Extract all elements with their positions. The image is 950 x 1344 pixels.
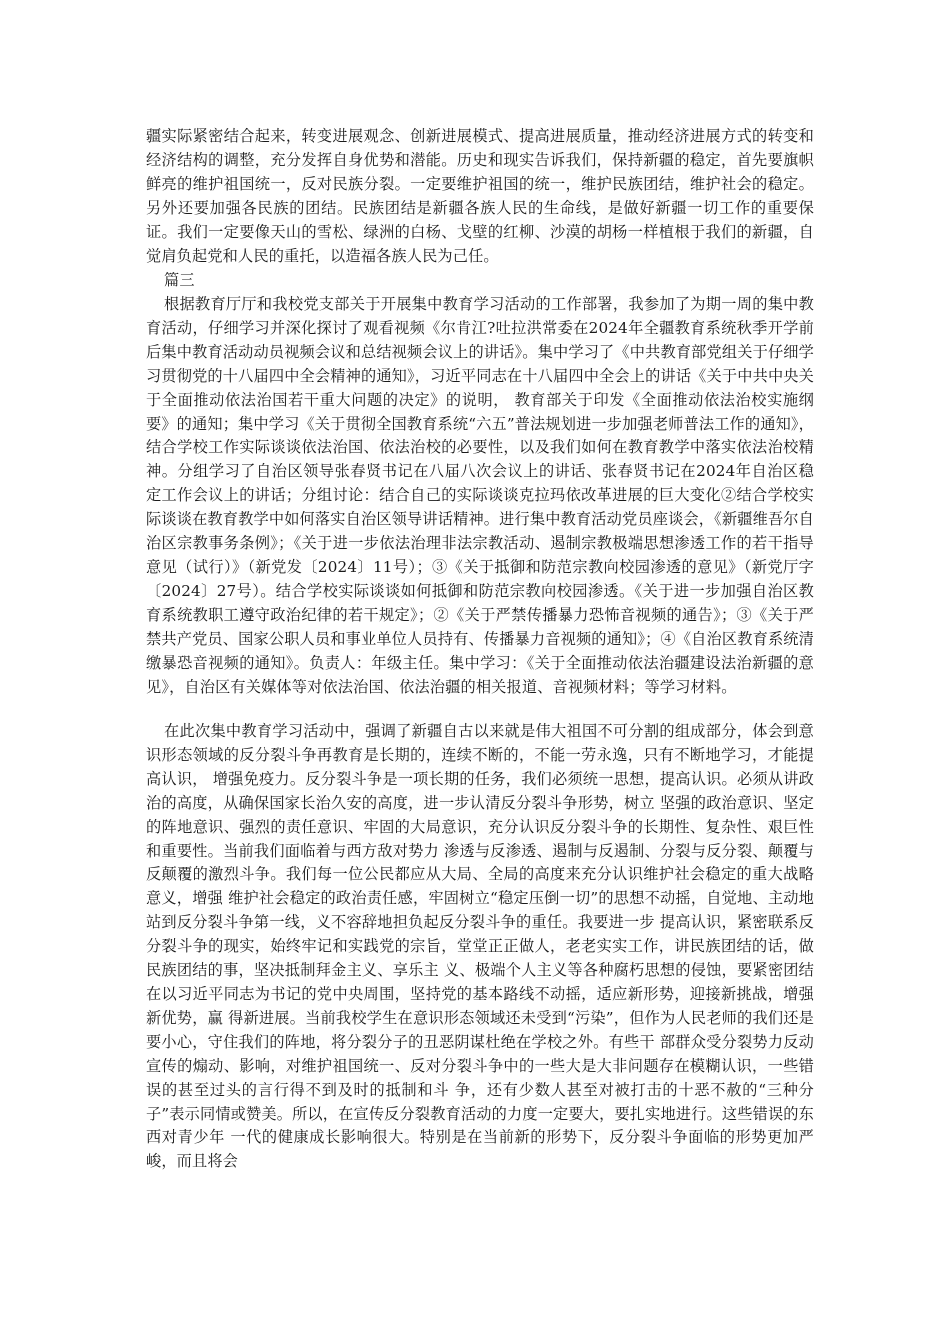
paragraph-1: 疆实际紧密结合起来，转变进展观念、创新进展模式、提高进展质量，推动经济进展方式的转变和经济结构的调整，充分发挥自身优势和潜能。历史和现实告诉我们，保持新疆的稳定，首先要旗帜鲜亮的维护祖国统一，反对民族分裂。一定要维护祖国的统一，维护民族团结，维护社会的稳定。另外还要加强各民族的团结。民族团结是新疆各族人民的生命线，是做好新疆一切工作的重要保证。我们一定要像天山的雪松、绿洲的白杨、戈壁的红柳、沙漠的胡杨一样植根于我们的新疆，自觉肩负起党和人民的重托，以造福各族人民为己任。 — [146, 127, 814, 265]
paragraph-2: 根据教育厅厅和我校党支部关于开展集中教育学习活动的工作部署，我参加了为期一周的集中教育活动，仔细学习并深化探讨了观看视频《尔肯江?吐拉洪常委在2024年全疆教育系统秋季开学前后集中教育活动动员视频会议和总结视频会议上的讲话》。集中学习了《中共教育部党组关于仔细学习贯彻党的十八届四中全会精神的通知》，习近平同志在十八届四中全会上的讲话《关于中共中央关于全面推动依法治国若干重大问题的决定》的说明， 教育部关于印发《全面推动依法治校实施纲要》的通知；集中学习《关于贯彻全国教育系统“六五”普法规划进一步加强老师普法工作的通知》，结合学校工作实际谈谈依法治国、依法治校的必要性，以及我们如何在教育教学中落实依法治校精神。分组学习了自治区领导张春贤书记在八届八次会议上的讲话、张春贤书记在2024年自治区稳定工作会议上的讲话；分组讨论：结合自己的实际谈谈克拉玛依改革进展的巨大变化②结合学校实际谈谈在教育教学中如何落实自治区领导讲话精神。进行集中教育活动党员座谈会，《新疆维吾尔自治区宗教事务条例》；《关于进一步依法治理非法宗教活动、遏制宗教极端思想渗透工作的若干指导意见（试行）》（新党发〔2024〕11号）；③《关于抵御和防范宗教向校园渗透的意见》（新党厅字〔2024〕27号）。结合学校实际谈谈如何抵御和防范宗教向校园渗透。《关于进一步加强自治区教育系统教职工遵守政治纪律的若干规定》；②《关于严禁传播暴力恐怖音视频的通告》；③《关于严禁共产党员、国家公职人员和事业单位人员持有、传播暴力音视频的通知》；④《自治区教育系统清缴暴恐音视频的通知》。负责人：年级主任。集中学习：《关于全面推动依法治疆建设法治新疆的意见》，自治区有关媒体等对依法治国、依法治疆的相关报道、音视频材料；等学习材料。 — [146, 295, 814, 696]
paragraph-3: 在此次集中教育学习活动中，强调了新疆自古以来就是伟大祖国不可分割的组成部分，体会到意识形态领域的反分裂斗争再教育是长期的，连续不断的，不能一劳永逸，只有不断地学习，才能提高认识， 增强免疫力。反分裂斗争是一项长期的任务，我们必须统一思想，提高认识。必须从讲政治的高度，从确保国家长治久安的高度，进一步认清反分裂斗争形势，树立 坚强的政治意识、坚定的阵地意识、强烈的责任意识、牢固的大局意识，充分认识反分裂斗争的长期性、复杂性、艰巨性和重要性。当前我们面临着与西方敌对势力 渗透与反渗透、遏制与反遏制、分裂与反分裂、颠覆与反颠覆的激烈斗争。我们每一位公民都应从大局、全局的高度来充分认识维护社会稳定的重大战略意义，增强 维护社会稳定的政治责任感，牢固树立“稳定压倒一切”的思想不动摇，自觉地、主动地站到反分裂斗争第一线，义不容辞地担负起反分裂斗争的重任。我要进一步 提高认识，紧密联系反分裂斗争的现实，始终牢记和实践党的宗旨，堂堂正正做人，老老实实工作，讲民族团结的话，做民族团结的事，坚决抵制拜金主义、享乐主 义、极端个人主义等各种腐朽思想的侵蚀，要紧密团结在以习近平同志为书记的党中央周围，坚持党的基本路线不动摇，适应新形势，迎接新挑战，增强新优势，赢 得新进展。当前我校学生在意识形态领域还未受到“污染”，但作为人民老师的我们还是要小心，守住我们的阵地，将分裂分子的丑恶阴谋杜绝在学校之外。有些干 部群众受分裂势力反动宣传的煽动、影响，对维护祖国统一、反对分裂斗争中的一些大是大非问题存在模糊认识，一些错误的甚至过头的言行得不到及时的抵制和斗 争，还有少数人甚至对被打击的十恶不赦的“三种分子”表示同情或赞美。所以，在宣传反分裂教育活动的力度一定要大，要扎实地进行。这些错误的东西对青少年 一代的健康成长影响很大。特别是在当前新的形势下，反分裂斗争面临的形势更加严峻，而且将会 — [146, 722, 814, 1171]
section-heading: 篇三 — [164, 271, 195, 289]
